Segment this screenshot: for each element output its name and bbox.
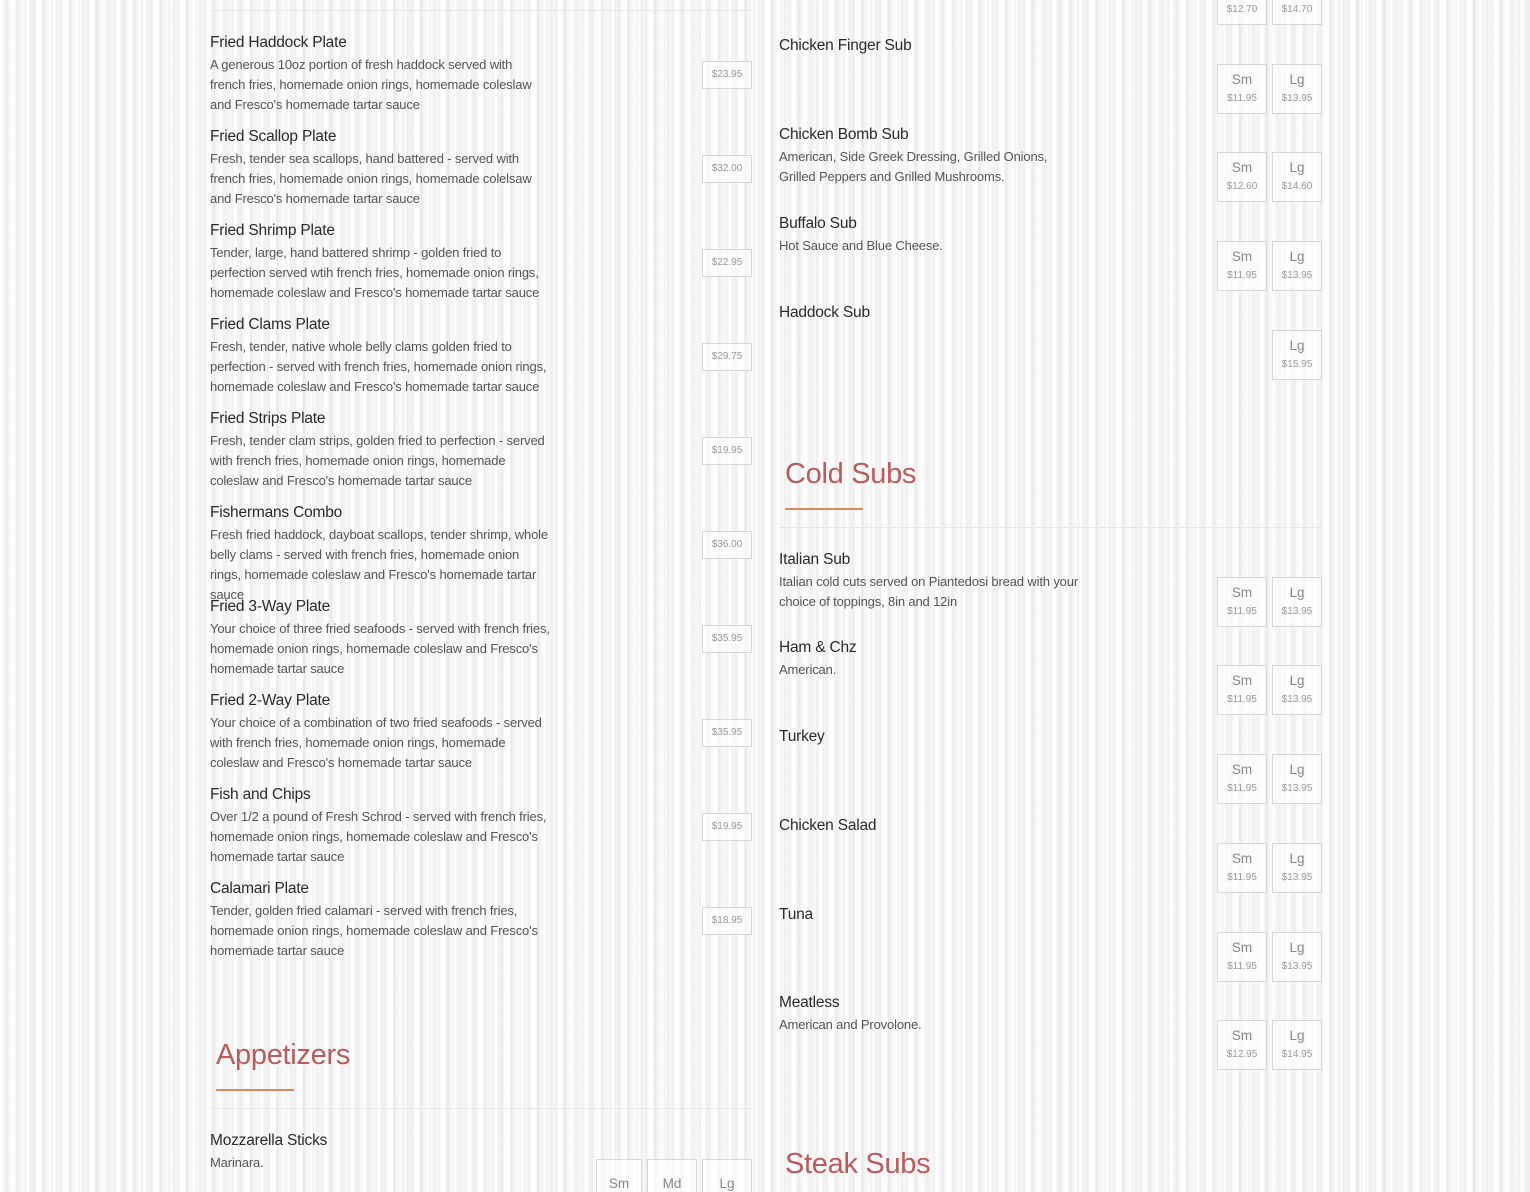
item-description: Your choice of a combination of two fried seafoods - served with french fries, homemade onion rings, homemade coleslaw and Fresco's homemade tartar sauce (210, 715, 542, 770)
price-value: $22.95 (711, 257, 743, 268)
item-name: Fried 2-Way Plate (210, 692, 331, 709)
size-label: Sm (1231, 762, 1253, 777)
menu-item[interactable] (779, 214, 1322, 281)
price-button[interactable] (702, 625, 752, 653)
price-button-lg[interactable] (1272, 754, 1322, 804)
menu-item[interactable] (779, 993, 1322, 1060)
price-button[interactable] (702, 719, 752, 747)
menu-item[interactable] (210, 597, 752, 679)
price-value: $13.95 (1281, 872, 1313, 883)
item-name: Mozzarella Sticks (210, 1132, 328, 1149)
size-label: Lg (1289, 1028, 1305, 1043)
price-button-lg[interactable] (1272, 577, 1322, 627)
menu-item[interactable] (779, 638, 1322, 705)
size-label: Lg (1289, 72, 1305, 87)
price-button-sm[interactable] (1217, 0, 1267, 25)
price-value: $32.00 (711, 163, 743, 174)
size-label: Sm (1231, 249, 1253, 264)
size-label: Sm (1231, 851, 1253, 866)
item-name: Fish and Chips (210, 786, 311, 803)
price-button[interactable] (702, 907, 752, 935)
price-value: $11.95 (1227, 93, 1257, 104)
item-name: Fried Clams Plate (210, 316, 330, 333)
price-value: $11.95 (1227, 270, 1257, 281)
item-description: Fresh fried haddock, dayboat scallops, tender shrimp, whole belly clams - served with french fries, homemade onion rings, homemade coleslaw and Fresco's homemade tartar sauce (210, 527, 548, 602)
item-description: American, Side Greek Dressing, Grilled Onions, Grilled Peppers and Grilled Mushrooms. (779, 149, 1048, 184)
item-description: Tender, golden fried calamari - served with french fries, homemade onion rings, homemade coleslaw and Fresco's homemade tartar sauce (210, 903, 538, 958)
price-value: $13.95 (1281, 961, 1313, 972)
menu-item[interactable] (210, 33, 752, 115)
menu-item[interactable] (779, 550, 1322, 617)
price-button-lg[interactable] (1272, 0, 1322, 25)
price-value: $14.70 (1281, 4, 1313, 15)
price-button[interactable] (702, 437, 752, 465)
section-title-appetizers: Appetizers (216, 1039, 351, 1071)
item-description: Fresh, tender sea scallops, hand battered - served with french fries, homemade onion rings, homemade colelsaw and Fresco's homemade tartar sauce (210, 151, 532, 206)
price-button[interactable] (702, 61, 752, 89)
item-name: Chicken Finger Sub (779, 37, 912, 54)
price-button-lg[interactable] (1272, 64, 1322, 114)
size-label: Md (662, 1176, 682, 1191)
size-label: Sm (1231, 72, 1253, 87)
size-label: Sm (1231, 160, 1253, 175)
section-underline (216, 1089, 294, 1091)
price-value: $13.95 (1281, 270, 1313, 281)
item-description: Fresh, tender, native whole belly clams golden fried to perfection - served with french fries, homemade onion rings, homemade coleslaw and Fresco's homemade tartar sauce (210, 339, 547, 394)
price-value: $36.00 (711, 539, 743, 550)
price-value: $11.95 (1227, 694, 1257, 705)
price-button-lg[interactable] (1272, 152, 1322, 202)
item-description: Over 1/2 a pound of Fresh Schrod - served with french fries, homemade onion rings, homemade coleslaw and Fresco's homemade tartar sauce (210, 809, 547, 864)
menu-item[interactable] (779, 303, 1322, 370)
item-name: Chicken Salad (779, 817, 877, 834)
section-title-steak-subs: Steak Subs (785, 1148, 931, 1180)
price-button[interactable] (702, 155, 752, 183)
price-button-sm[interactable] (1217, 577, 1267, 627)
size-label: Lg (1289, 940, 1305, 955)
price-button[interactable] (702, 249, 752, 277)
item-description: A generous 10oz portion of fresh haddock served with french fries, homemade onion rings, homemade coleslaw and Fresco's homemade tartar sauce (210, 57, 532, 112)
item-description: American and Provolone. (779, 1017, 922, 1032)
price-button[interactable] (702, 343, 752, 371)
size-label: Lg (1289, 249, 1305, 264)
price-button-lg[interactable] (1272, 241, 1322, 291)
price-value: $13.95 (1281, 783, 1313, 794)
price-value: $11.95 (1227, 961, 1257, 972)
menu-item[interactable] (210, 785, 752, 867)
menu-item[interactable] (210, 1131, 752, 1191)
price-button-lg[interactable] (1272, 843, 1322, 893)
item-name: Calamari Plate (210, 880, 309, 897)
size-label: Sm (608, 1176, 630, 1191)
partial-price-row (1217, 0, 1322, 25)
price-button-lg[interactable] (1272, 330, 1322, 380)
price-value: $12.70 (1226, 4, 1258, 15)
size-label: Lg (1289, 585, 1305, 600)
section-title-cold-subs: Cold Subs (785, 458, 917, 490)
item-description: Italian cold cuts served on Piantedosi bread with your choice of toppings, 8in and 12in (779, 574, 1079, 609)
price-value: $35.95 (711, 727, 743, 738)
menu-item[interactable] (779, 905, 1322, 972)
price-button-sm[interactable] (1217, 665, 1267, 715)
price-value: $13.95 (1281, 694, 1313, 705)
price-button-lg[interactable] (1272, 932, 1322, 982)
menu-item[interactable] (210, 221, 752, 303)
menu-item[interactable] (210, 315, 752, 397)
item-name: Tuna (779, 906, 813, 923)
price-button-sm[interactable] (596, 1159, 642, 1192)
price-button-lg[interactable] (1272, 665, 1322, 715)
menu-item[interactable] (210, 503, 752, 605)
item-description: Marinara. (210, 1155, 264, 1170)
size-label: Lg (719, 1176, 735, 1191)
price-value: $35.95 (711, 633, 743, 644)
item-name: Fried Strips Plate (210, 410, 326, 427)
price-value: $11.95 (1227, 606, 1257, 617)
price-value: $12.95 (1226, 1049, 1258, 1060)
price-value: $19.95 (711, 821, 743, 832)
section-divider (210, 1108, 752, 1109)
menu-item[interactable] (779, 816, 1322, 883)
size-label: Sm (1231, 1028, 1253, 1043)
price-value: $12.60 (1226, 181, 1258, 192)
section-divider (779, 527, 1322, 528)
item-name: Fried Haddock Plate (210, 34, 347, 51)
menu-item[interactable] (210, 127, 752, 209)
menu-item[interactable] (779, 727, 1322, 794)
price-button-lg[interactable] (702, 1159, 752, 1192)
item-description: Hot Sauce and Blue Cheese. (779, 238, 943, 253)
price-button-sm[interactable] (1217, 241, 1267, 291)
item-name: Italian Sub (779, 551, 851, 568)
item-description: Tender, large, hand battered shrimp - golden fried to perfection served wtih french fries, homemade onion rings, homemade coleslaw and Fresco's homemade tartar sauce (210, 245, 540, 300)
item-name: Fishermans Combo (210, 504, 343, 521)
price-button-sm[interactable] (1217, 843, 1267, 893)
section-divider (210, 10, 752, 11)
price-value: $14.60 (1281, 181, 1313, 192)
price-button-sm[interactable] (1217, 152, 1267, 202)
size-label: Lg (1289, 762, 1305, 777)
size-label: Lg (1289, 338, 1305, 353)
price-value: $11.95 (1227, 783, 1257, 794)
size-label: Sm (1231, 585, 1253, 600)
item-name: Turkey (779, 728, 825, 745)
size-label: Sm (1231, 940, 1253, 955)
price-button[interactable] (702, 813, 752, 841)
item-name: Ham & Chz (779, 639, 857, 656)
menu-item[interactable] (779, 125, 1322, 192)
item-description: Fresh, tender clam strips, golden fried to perfection - served with french fries, homemade onion rings, homemade coleslaw and Fresco's homemade tartar sauce (210, 433, 545, 488)
item-name: Fried Shrimp Plate (210, 222, 335, 239)
price-button-md[interactable] (647, 1159, 697, 1192)
price-button-sm[interactable] (1217, 1020, 1267, 1070)
price-value: $13.95 (1281, 93, 1313, 104)
menu-item[interactable] (779, 36, 1322, 104)
size-label: Sm (1231, 673, 1253, 688)
item-description: American. (779, 662, 837, 677)
size-label: Lg (1289, 851, 1305, 866)
item-name: Fried 3-Way Plate (210, 598, 331, 615)
price-button[interactable] (702, 531, 752, 559)
price-value: $29.75 (711, 351, 743, 362)
price-value: $23.95 (711, 69, 743, 80)
price-value: $13.95 (1281, 606, 1313, 617)
item-name: Chicken Bomb Sub (779, 126, 909, 143)
item-name: Fried Scallop Plate (210, 128, 337, 145)
item-name: Haddock Sub (779, 304, 870, 321)
price-value: $11.95 (1227, 872, 1257, 883)
item-description: Your choice of three fried seafoods - served with french fries, homemade onion rings, homemade coleslaw and Fresco's homemade tartar sauce (210, 621, 550, 676)
price-value: $14.95 (1281, 1049, 1313, 1060)
price-value: $19.95 (711, 445, 743, 456)
price-button-lg[interactable] (1272, 1020, 1322, 1070)
menu-item[interactable] (210, 879, 752, 961)
size-label: Lg (1289, 673, 1305, 688)
item-name: Buffalo Sub (779, 215, 857, 232)
price-value: $15.95 (1281, 359, 1313, 370)
price-button-sm[interactable] (1217, 64, 1267, 114)
price-button-sm[interactable] (1217, 754, 1267, 804)
section-underline (785, 508, 863, 510)
menu-item[interactable] (210, 691, 752, 773)
size-label: Lg (1289, 160, 1305, 175)
price-value: $18.95 (711, 915, 743, 926)
price-button-sm[interactable] (1217, 932, 1267, 982)
menu-item[interactable] (210, 409, 752, 491)
item-name: Meatless (779, 994, 840, 1011)
